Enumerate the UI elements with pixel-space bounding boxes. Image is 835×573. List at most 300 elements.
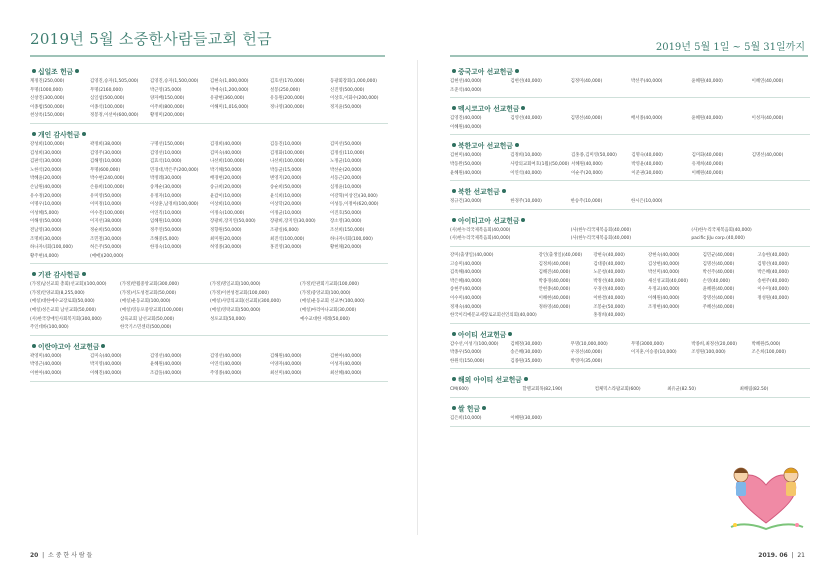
donor-entry: 이주희(800,000)	[150, 104, 185, 110]
donor-entry: 강현숙(40,000)	[647, 252, 680, 258]
donor-entry	[752, 170, 810, 179]
donor-entry: (가정)반월중앙교회(300,000)	[120, 282, 179, 288]
offering-section	[450, 186, 810, 210]
donor-entry: 김효석(10,000)	[150, 159, 182, 165]
donor-entry: 하나자녀회(100,000)	[330, 236, 373, 242]
donor-entry: 노문청(40,000)	[593, 270, 625, 276]
section-title-text: 십일조 헌금	[38, 68, 74, 76]
donor-entry: 이성자(40,000)	[751, 116, 784, 122]
donor-entry: 정봉정,이선아(600,000)	[90, 113, 139, 119]
donor-entry: 조정현(40,000)	[647, 304, 680, 310]
donor-entry: 김명숙(40,000)	[631, 153, 663, 159]
donor-entry: 김현숙(1,000,000)	[210, 79, 249, 84]
right-page-number: 21	[797, 552, 805, 559]
donor-entry: 손영(40,000)	[702, 278, 730, 284]
donor-entry: 임혜원(10,000)	[150, 219, 182, 225]
donor-entry: 민경대,박은주(200,000)	[150, 167, 199, 173]
donor-entry: 조준석(40,000)	[450, 87, 482, 93]
donor-entry: 강인(출생일)(40,000)	[538, 252, 583, 258]
bullet-dot-icon	[452, 143, 456, 147]
donor-entry: 한국기스민센터(500,000)	[120, 325, 172, 331]
donor-entry: 전남영(30,000)	[30, 227, 62, 233]
donor-entry: (매칭)마리아나교회(30,000)	[300, 308, 357, 314]
donor-entry: 계정진(250,000)	[30, 79, 65, 84]
section-rule	[30, 335, 388, 336]
donor-entry: 윤혜원(40,000)	[691, 116, 723, 122]
offering-section	[450, 215, 810, 247]
donor-entry	[631, 358, 689, 367]
section-title	[30, 129, 388, 139]
bullet-dot-icon	[452, 218, 456, 222]
donor-entry: 김영선(40,000)	[210, 353, 242, 359]
donor-entry: 박선주(40,000)	[702, 270, 735, 276]
donor-entry: 김호선(170,000)	[270, 79, 305, 84]
donor-entry: 신창진(300,000)	[30, 96, 65, 102]
section-rule	[450, 134, 810, 135]
section-rule	[450, 368, 810, 369]
donor-entry: 박혜원(5,000)	[751, 341, 781, 347]
offering-section	[30, 341, 388, 382]
section-title-text: 멕시코고아 선교헌금	[458, 105, 520, 114]
title-rule-right	[450, 55, 808, 57]
donor-grid	[30, 281, 388, 333]
donor-grid	[450, 386, 810, 395]
donor-entry: 양자배(150,000)	[150, 96, 185, 102]
donor-entry: 김영진,승자(1,500,000)	[150, 79, 199, 84]
donor-entry: (사)한누리국제복음회(40,000)	[450, 227, 511, 233]
donor-entry: 무명(10,000,000)	[570, 341, 608, 347]
donor-entry: 무명(1000,000)	[30, 87, 63, 93]
donor-entry: 정규건(30,000)	[450, 199, 482, 205]
donor-grid	[30, 353, 388, 379]
donor-entry: 무명(600,000)	[90, 167, 121, 173]
donor-entry: 정주연(50,000)	[150, 227, 182, 233]
section-rule	[30, 381, 388, 382]
donor-entry: 김명선(40,000)	[757, 261, 789, 267]
donor-entry: 배경현(20,000)	[210, 176, 242, 182]
donor-entry: 장광희,장지연(50,000)	[210, 219, 256, 225]
donor-entry: CM(600)	[450, 387, 469, 393]
bullet-dot-icon	[32, 132, 36, 136]
bullet-dot-icon	[32, 69, 36, 73]
donor-entry: 최선혜(40,000)	[330, 371, 362, 377]
footer-date: 2019. 06	[758, 552, 788, 559]
donor-entry: 최유균(82.50)	[667, 387, 696, 393]
donor-grid	[450, 152, 810, 178]
bullet-dot-icon	[82, 272, 86, 276]
donor-entry: 김옥해(40,000)	[450, 270, 482, 276]
offering-section	[450, 66, 810, 98]
donor-entry: 박지영(40,000)	[90, 362, 122, 368]
donor-entry: 성포교회(50,000)	[210, 316, 246, 322]
donor-entry: 송계순(30,000)	[150, 184, 182, 190]
donor-entry	[648, 312, 701, 321]
donor-entry: 김명선(40,000)	[570, 116, 603, 122]
bullet-dot-icon	[452, 377, 456, 381]
offering-section	[450, 252, 810, 324]
donor-entry: (가정)남선교회 총회(선교회)(100,000)	[30, 282, 107, 288]
donor-entry: 김명선(40,000)	[751, 153, 784, 159]
section-rule	[450, 209, 810, 210]
donor-entry: 컴체믹스라팜교회(600)	[594, 387, 641, 393]
offering-section	[450, 140, 810, 181]
donor-entry: 하나자녀회(100,000)	[30, 245, 73, 251]
donor-grid	[450, 341, 810, 367]
donor-entry: (사)한누리국제복음회(40,000)	[570, 236, 632, 242]
donor-entry: 나선희(100,000)	[270, 159, 305, 165]
donor-entry: 안현종(40,000)	[538, 287, 571, 293]
left-page-number: 20	[30, 552, 39, 559]
bullet-dot-icon	[508, 332, 512, 336]
section-rule	[450, 246, 810, 247]
donor-entry: 구명선(150,000)	[150, 141, 185, 147]
donor-entry: (사)한누리국제복음회(40,000)	[691, 227, 752, 233]
donor-entry: 이지훈,이승중(10,000)	[630, 350, 677, 356]
offering-section	[30, 66, 388, 124]
donor-grid	[30, 78, 388, 121]
donor-entry: 나선희(100,000)	[210, 159, 245, 165]
title-rule-left	[30, 55, 385, 57]
donor-entry: 신진영(500,000)	[330, 87, 365, 93]
donor-entry: 이종석(100,000)	[90, 104, 125, 110]
donor-entry: 한경주(10,000)	[510, 199, 542, 205]
donor-entry: 김미화(40,000)	[691, 153, 724, 159]
donor-entry: 김미선(50,000)	[330, 141, 362, 147]
bullet-dot-icon	[502, 189, 506, 193]
donor-entry: 박종우(50,000)	[450, 350, 482, 356]
donor-grid	[450, 78, 810, 95]
section-title	[450, 215, 810, 225]
donor-entry: 유광현(360,000)	[210, 96, 245, 102]
donor-entry: 윤혜원(40,000)	[450, 170, 482, 176]
donor-entry: 박근영(35,000)	[150, 87, 182, 93]
section-title-text: 이란야고아 선교헌금	[38, 342, 100, 351]
donor-entry: 유동원(200,000)	[270, 96, 305, 102]
donor-entry: 서혜원(40,000)	[571, 161, 603, 167]
donor-entry: 유미영(50,000)	[90, 193, 122, 199]
donor-grid	[450, 415, 810, 424]
section-title	[450, 66, 810, 76]
donor-entry: 김현선(40,000)	[450, 79, 482, 84]
section-title	[450, 186, 810, 196]
bullet-dot-icon	[521, 218, 525, 222]
donor-entry: 할렐교회목(82,190)	[522, 387, 563, 393]
donor-entry: 심일섭(500,000)	[90, 96, 125, 102]
donor-entry: 윤식희(10,000)	[270, 193, 302, 199]
donor-entry: 김영진(40,000)	[450, 116, 482, 122]
donor-entry: 무명(2160,000)	[90, 87, 123, 93]
donor-entry: 김해원(40,000)	[270, 353, 302, 359]
offering-section	[450, 103, 810, 135]
bullet-dot-icon	[32, 344, 36, 348]
section-rule	[450, 397, 810, 398]
bullet-dot-icon	[75, 69, 79, 73]
bullet-dot-icon	[482, 406, 486, 410]
donor-entry: 박기해(50,000)	[210, 167, 242, 173]
donor-entry: 노한석(20,000)	[30, 167, 62, 173]
donor-entry: 박종희,최정선(20,000)	[691, 341, 737, 347]
donor-entry: 이상희(10,000)	[210, 202, 242, 208]
donor-entry: 강미(출생일)(40,000)	[450, 252, 494, 258]
donor-entry: 김해진(40,000)	[538, 270, 571, 276]
donor-entry: 홍정희(40,000)	[593, 313, 625, 319]
section-title	[450, 103, 810, 113]
donor-entry: 조은희(100,000)	[751, 350, 786, 356]
section-title	[450, 140, 810, 150]
section-title	[450, 403, 810, 413]
donor-entry: 허영종(30,000)	[210, 245, 242, 251]
donor-entry: 황정미(200,000)	[150, 113, 185, 119]
donor-entry: (가정)안관회기교회(100,000)	[300, 282, 359, 288]
section-title-text: 개인 감사헌금	[38, 130, 80, 139]
donor-entry: 이해현(40,000)	[538, 295, 571, 301]
donor-entry: 이혜원(40,000)	[691, 170, 724, 176]
donor-entry: 한승주(10,000)	[570, 199, 603, 205]
donor-entry: (가정)안양교회(8,255,000)	[30, 290, 85, 296]
donor-entry: (사)한국장애인사회복지회(300,000)	[30, 316, 102, 322]
donor-entry: 정향원(50,000)	[210, 227, 242, 233]
donor-entry	[691, 358, 749, 367]
donor-entry: 한시은(10,000)	[630, 199, 663, 205]
donor-entry: 이상학(20,000)	[270, 202, 302, 208]
donor-entry: 이혜원(40,000)	[647, 295, 680, 301]
donor-entry: 배서종(40,000)	[630, 116, 663, 122]
donor-entry: (가정)서도성결교회(50,000)	[120, 290, 177, 296]
donor-entry: 김현선(40,000)	[510, 79, 542, 84]
bullet-dot-icon	[452, 189, 456, 193]
section-rule	[30, 123, 388, 124]
donor-entry: 조영원(100,000)	[691, 350, 726, 356]
donor-entry: (사)한누리국제복음회(40,000)	[570, 227, 632, 233]
donor-entry: pacific JiJu corp.(40,000)	[691, 236, 745, 242]
donor-entry: 김판석(30,000)	[30, 159, 62, 165]
bullet-dot-icon	[515, 69, 519, 73]
donor-entry: 우경선(40,000)	[570, 350, 603, 356]
donor-entry: 정하영(40,000)	[538, 304, 571, 310]
section-title	[450, 374, 810, 384]
donor-entry: 조선희(150,000)	[330, 227, 365, 233]
donor-entry: 변영지(20,000)	[270, 176, 302, 182]
donor-entry: 이명우(10,000)	[30, 202, 62, 208]
donor-entry: 이미정(10,000)	[90, 202, 122, 208]
bullet-dot-icon	[32, 272, 36, 276]
donor-entry: 조광실(6,000)	[270, 227, 299, 233]
section-title	[30, 66, 388, 76]
section-title-text: 북한고아 선교헌금	[458, 142, 513, 151]
donor-entry: 박영윤(40,000)	[631, 161, 663, 167]
donor-entry: 이해미(1,016,000)	[210, 104, 249, 110]
donor-entry: 김정희(40,000)	[538, 261, 571, 267]
donor-entry: 정순희(50,000)	[90, 227, 122, 233]
donor-entry: 고승미(40,000)	[450, 261, 482, 267]
donor-entry: 이지선(38,000)	[90, 219, 122, 225]
donor-entry: 김정화(100,000)	[270, 150, 305, 156]
donor-entry: 노정균(10,000)	[330, 159, 362, 165]
bullet-dot-icon	[452, 69, 456, 73]
donor-entry: 손남원(40,000)	[30, 184, 62, 190]
donor-entry: 삼육교회 남선교회(50,000)	[120, 316, 175, 322]
donor-entry: 김종원(35,000)	[510, 358, 542, 364]
section-title	[30, 341, 388, 351]
donor-entry: 정지윤(50,000)	[330, 104, 362, 110]
donor-grid	[450, 115, 810, 132]
donor-entry: 주영종(40,000)	[210, 371, 242, 377]
donor-entry: 우경선(40,000)	[593, 287, 625, 293]
donor-entry: 박은혜(40,000)	[757, 270, 789, 276]
donor-entry: 최진석(100,000)	[270, 236, 305, 242]
donor-entry: (가정)명일교회(100,000)	[210, 282, 261, 288]
section-title	[30, 269, 388, 279]
donor-entry: 정나영(300,000)	[270, 104, 305, 110]
donor-entry: 최선미(40,000)	[270, 371, 302, 377]
donor-grid	[450, 198, 810, 207]
section-title-text: 해외 아이티 선교헌금	[458, 376, 522, 385]
donor-entry: (매칭)운동교회(100,000)	[120, 299, 171, 305]
page-title: 2019년 5월 소중한사람들교회 헌금	[30, 30, 272, 48]
donor-entry: 김동진(10,000)	[270, 141, 302, 147]
donor-entry: 유수정(20,000)	[30, 193, 62, 199]
section-title-text: 북한 선교헌금	[458, 188, 500, 197]
offering-section	[450, 329, 810, 370]
donor-entry: 허은주(50,000)	[90, 245, 122, 251]
donor-entry: 이혜진(40,000)	[90, 371, 122, 377]
donor-entry: 송현주(40,000)	[450, 287, 482, 293]
donor-entry: 이혜원(30,000)	[510, 416, 542, 422]
section-rule	[450, 323, 810, 324]
donor-entry: 김영주(30,000)	[90, 150, 122, 156]
donor-entry: 김현아(40,000)	[330, 353, 362, 359]
offering-section	[450, 403, 810, 427]
donor-entry: 박종경(40,000)	[538, 278, 571, 284]
donor-entry: 김미숙(40,000)	[210, 150, 242, 156]
donor-entry	[757, 312, 810, 321]
donor-entry: 김해영(10,000)	[90, 159, 122, 165]
donor-entry: 고승현(40,000)	[757, 252, 789, 258]
donor-entry: (가정)중앙교회(100,000)	[300, 290, 351, 296]
donor-entry: 서동근(20,000)	[330, 176, 362, 182]
donor-entry: 홍진영(30,000)	[270, 245, 302, 251]
donor-entry: 박애숙(1,200,000)	[210, 87, 249, 93]
donor-entry: 이혜원(40,000)	[450, 124, 482, 130]
donor-entry: 강성희(100,000)	[30, 141, 65, 147]
donor-entry: 이수미(40,000)	[450, 295, 482, 301]
donor-entry: 박선미(40,000)	[647, 270, 680, 276]
donor-entry: 윤혜원(40,000)	[702, 287, 735, 293]
bullet-dot-icon	[101, 344, 105, 348]
donor-entry: 이상훈,남경희(100,000)	[150, 202, 199, 208]
donor-entry: 이혜연(40,000)	[751, 79, 784, 84]
bullet-dot-icon	[452, 106, 456, 110]
donor-entry: 강현숙(40,000)	[593, 252, 625, 258]
donor-entry: 조민철(30,000)	[90, 236, 122, 242]
donor-entry: 곽정희(38,000)	[90, 141, 122, 147]
donor-entry: 한원석(150,000)	[450, 358, 485, 364]
donor-entry: 김은희(10,000)	[450, 416, 482, 422]
donor-entry	[757, 304, 810, 313]
donor-entry: 우정교(40,000)	[647, 287, 680, 293]
donor-entry: 이수미(40,000)	[757, 287, 789, 293]
donor-entry: 심정윤(10,000)	[330, 184, 362, 190]
donor-entry: 송은혜(30,000)	[510, 350, 542, 356]
donor-entry: 예수교대한 세례(50,000)	[300, 316, 350, 322]
bullet-dot-icon	[82, 132, 86, 136]
donor-grid	[450, 252, 810, 321]
donor-entry: 김정미(40,000)	[570, 79, 603, 84]
donor-entry: 이성자(40,000)	[330, 362, 362, 368]
donor-entry: 주혜선(40,000)	[702, 304, 735, 310]
donor-entry: 조갑돌(40,000)	[150, 371, 182, 377]
section-title-text: 쌀 헌금	[458, 405, 481, 414]
donor-entry: 유정자(10,000)	[150, 193, 182, 199]
donor-entry: 조해중(5,000)	[150, 236, 179, 242]
donor-entry: 이양자(40,000)	[270, 362, 302, 368]
donor-entry: 김영선(10,000)	[150, 150, 182, 156]
bullet-dot-icon	[452, 406, 456, 410]
bullet-dot-icon	[452, 332, 456, 336]
donor-entry: 박정선(40,000)	[593, 278, 625, 284]
children-heart-illustration	[725, 455, 807, 535]
donor-entry: 김혜정(30,000)	[510, 341, 542, 347]
donor-entry: 박선주(40,000)	[630, 79, 663, 84]
footer-left: 20 | 소 중 한 사 람 들	[30, 552, 93, 559]
donor-entry: 이해성(50,000)	[30, 219, 62, 225]
donor-entry: 최해림(82.50)	[739, 387, 769, 393]
donor-entry: (사)한누리국제복음회(40,000)	[450, 236, 511, 242]
section-title-text: 아이티고아 선교헌금	[458, 216, 520, 225]
donor-entry: 김영선(40,000)	[510, 116, 542, 122]
donor-entry	[752, 161, 810, 170]
donor-entry: 조봉순(50,000)	[593, 304, 625, 310]
donor-entry: 이진호(50,000)	[330, 210, 362, 216]
donor-entry: 송순희(50,000)	[270, 184, 302, 190]
donor-entry: 장명선(40,000)	[702, 295, 735, 301]
donor-entry: 윤갑이(10,000)	[210, 193, 242, 199]
donor-entry: 박선순(20,000)	[330, 167, 362, 173]
donor-entry: 김홍종,김미영(50,000)	[571, 153, 617, 159]
donor-entry: 이순주(20,000)	[571, 170, 603, 176]
donor-entry: 한국이리예문교세장로교회선언의회(40,000)	[450, 313, 537, 319]
donor-entry: 김성희(30,000)	[30, 150, 62, 156]
donor-entry: 이연석(40,000)	[210, 362, 242, 368]
donor-entry: 김명선(40,000)	[702, 261, 735, 267]
donor-entry	[703, 312, 756, 321]
section-title-text: 아이티 선교헌금	[458, 330, 507, 339]
donor-entry: 사랑의교회여호(1월)(50,000)	[510, 161, 570, 167]
footer-right: 2019. 06 | 21	[758, 552, 805, 559]
donor-entry: 박정례(30,000)	[150, 176, 182, 182]
donor-entry: 설봉(250,000)	[270, 87, 301, 93]
left-column	[30, 66, 388, 387]
donor-grid	[450, 227, 810, 244]
donor-entry: 정재숙(40,000)	[450, 304, 482, 310]
donor-entry: 황현채(20,000)	[330, 245, 362, 251]
donor-entry: (매매)(200,000)	[90, 253, 124, 259]
donor-grid	[30, 141, 388, 261]
donor-entry: 이성동,이정아(620,000)	[330, 202, 379, 208]
donor-entry: (매칭)영등포중앙교회(100,000)	[120, 308, 184, 314]
donor-entry: 박은혜(40,000)	[450, 278, 482, 284]
donor-entry: 이상호,이화수(200,000)	[330, 96, 379, 102]
donor-entry: 장소영(30,000)	[330, 219, 362, 225]
donor-entry: 박동균(15,000)	[270, 167, 302, 173]
donor-entry: 조명희(30,000)	[30, 236, 62, 242]
donor-entry: (매칭)사랑의교회(선교회)(300,000)	[210, 299, 281, 305]
donor-entry: 박영근(40,000)	[30, 362, 62, 368]
donor-entry: (매칭)대한예수교장로회(50,000)	[30, 299, 95, 305]
donor-entry: 주인데바(100,000)	[30, 325, 69, 331]
donor-entry: 김영진,승자(1,505,000)	[90, 79, 139, 84]
donor-entry: 김대중(40,000)	[593, 261, 625, 267]
